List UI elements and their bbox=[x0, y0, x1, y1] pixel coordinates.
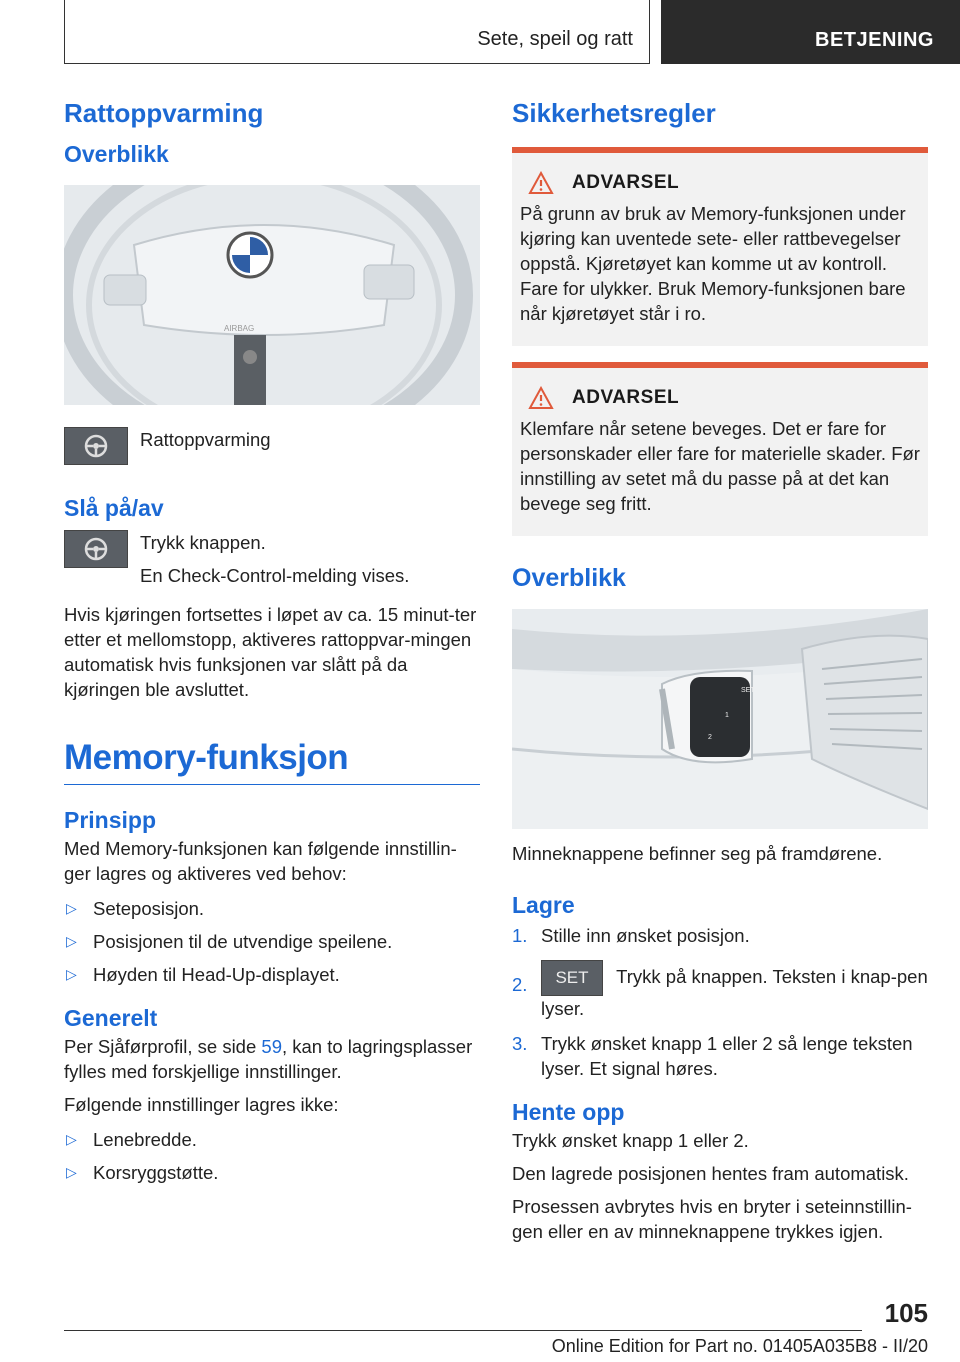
door-button-2-label: 2 bbox=[708, 734, 712, 741]
principle-paragraph: Med Memory-funksjonen kan følgende innstillin-ger lagres og aktiveres ved behov: bbox=[64, 838, 457, 884]
warning-text-2: Klemfare når setene beveges. Det er fare for personskader eller fare for materielle skader. Før innstilling av setet må du passe på at det kan bevege seg fritt. bbox=[520, 418, 920, 514]
list-item: ▷ Lenebredde. bbox=[66, 1129, 197, 1150]
list-item: 3. Trykk ønsket knapp 1 eller 2 så lenge teksten lyser. Et signal høres. bbox=[512, 1033, 913, 1079]
list-item: ▷ Posisjonen til de utvendige speilene. bbox=[66, 931, 393, 952]
image-caption-right: Minneknappene befinner seg på framdørene. bbox=[512, 843, 883, 864]
save-steps bbox=[512, 923, 928, 1081]
list-item: 1. Stille inn ønsket posisjon. bbox=[512, 925, 750, 946]
warning-box-1 bbox=[512, 147, 928, 346]
page-link[interactable]: 59 bbox=[261, 1036, 282, 1057]
heated-steering-wheel-icon bbox=[64, 427, 128, 465]
heading-general: Generelt bbox=[64, 1005, 158, 1031]
heated-wheel-key-row bbox=[64, 427, 480, 465]
not-saved-list bbox=[64, 1127, 480, 1185]
heading-overview-left: Overblikk bbox=[64, 141, 169, 167]
general-paragraph: Per Sjåførprofil, se side 59, kan to lagringsplasser fylles med forskjellige innstillinger. bbox=[64, 1036, 473, 1082]
heading-principle: Prinsipp bbox=[64, 807, 157, 833]
heading-overview-right: Overblikk bbox=[512, 564, 626, 592]
warning-title: ADVARSEL bbox=[520, 386, 920, 410]
warning-text-1: På grunn av bruk av Memory-funksjonen under kjøring kan uventede sete- eller rattbevegelser oppstå. Kjøretøyet kan komme ut av kontroll. Fare for ulykker. Bruk Memory-funksjonen bare når kjøretøyet står i ro. bbox=[520, 203, 906, 324]
heading-rattoppvarming: Rattoppvarming bbox=[64, 98, 264, 128]
section-title: Sete, speil og ratt bbox=[477, 28, 633, 50]
onoff-key-row bbox=[64, 530, 480, 588]
svg-text:AIRBAG: AIRBAG bbox=[224, 324, 255, 333]
right-column bbox=[512, 98, 928, 1244]
warning-triangle-icon bbox=[528, 171, 554, 195]
door-memory-buttons-image bbox=[512, 609, 928, 829]
heading-memory-function: Memory-funksjon bbox=[64, 738, 480, 785]
heading-safety-rules: Sikkerhetsregler bbox=[512, 98, 716, 128]
warning-title: ADVARSEL bbox=[520, 171, 920, 195]
left-column bbox=[64, 98, 480, 1193]
onoff-step-2: En Check-Control-melding vises. bbox=[140, 565, 410, 586]
chapter-title: BETJENING bbox=[815, 29, 934, 51]
page-number: 105 bbox=[884, 1298, 928, 1328]
list-item: 2. SET Trykk på knappen. Teksten i knap-pen lyser. bbox=[512, 960, 928, 1021]
heated-steering-wheel-icon bbox=[64, 530, 128, 568]
page-header bbox=[0, 0, 960, 66]
heading-recall: Hente opp bbox=[512, 1099, 625, 1125]
not-saved-paragraph: Følgende innstillinger lagres ikke: bbox=[64, 1094, 339, 1115]
onoff-steps bbox=[140, 530, 409, 588]
recall-paragraph-1: Trykk ønsket knapp 1 eller 2. bbox=[512, 1130, 749, 1151]
warning-triangle-icon bbox=[528, 386, 554, 410]
list-item: ▷ Seteposisjon. bbox=[66, 898, 205, 919]
warning-box-2 bbox=[512, 362, 928, 536]
image-caption-left: Rattoppvarming bbox=[140, 429, 271, 450]
set-button-icon: SET bbox=[541, 960, 603, 996]
list-item: ▷ Korsryggstøtte. bbox=[66, 1162, 219, 1183]
steering-wheel-image bbox=[64, 185, 480, 405]
list-item: ▷ Høyden til Head-Up-displayet. bbox=[66, 964, 340, 985]
onoff-step-1: Trykk knappen. bbox=[140, 532, 266, 553]
door-button-1-label: 1 bbox=[725, 712, 729, 719]
footer-divider bbox=[64, 1330, 862, 1331]
heading-on-off: Slå på/av bbox=[64, 495, 164, 521]
onoff-paragraph: Hvis kjøringen fortsettes i løpet av ca. 15 minut-ter etter et mellomstopp, aktiveres rattoppvar-mingen automatisk hvis funksjonen var slått på da kjøringen ble avsluttet. bbox=[64, 604, 477, 700]
door-set-label: SET bbox=[741, 687, 755, 694]
heading-save: Lagre bbox=[512, 892, 575, 918]
principle-list bbox=[64, 896, 480, 987]
recall-paragraph-3: Prosessen avbrytes hvis en bryter i seteinnstillin-gen eller en av minneknappene trykkes igjen. bbox=[512, 1196, 912, 1242]
recall-paragraph-2: Den lagrede posisjonen hentes fram automatisk. bbox=[512, 1163, 909, 1184]
edition-text: Online Edition for Part no. 01405A035B8 - II/20 bbox=[551, 1336, 928, 1356]
chapter-tab bbox=[661, 0, 960, 64]
section-tab bbox=[64, 0, 650, 64]
